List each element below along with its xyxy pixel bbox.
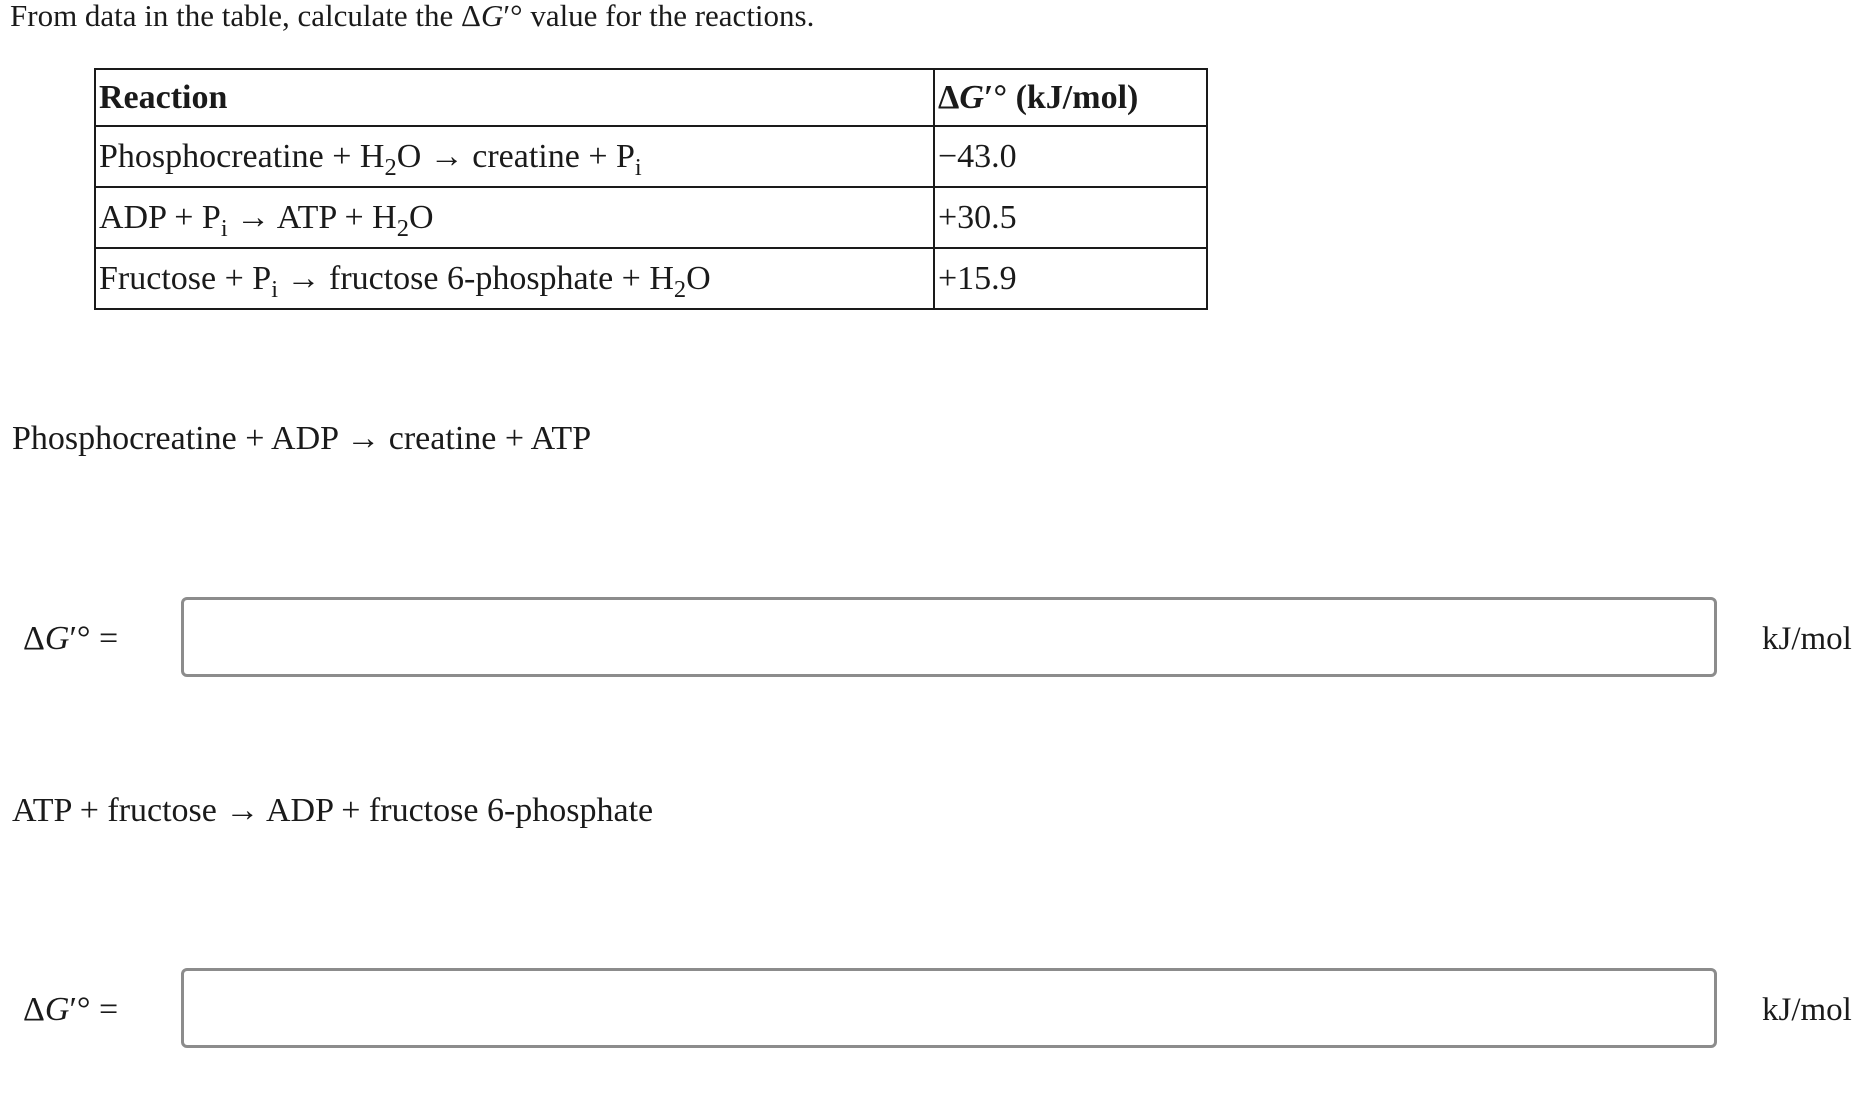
label-delta-symbol: Δ [23, 620, 45, 657]
free-energy-table [94, 68, 1208, 310]
reaction-part: O [686, 259, 711, 297]
delta-g-label [23, 619, 118, 659]
label-delta-symbol: Δ [23, 991, 45, 1028]
instruction-prime-degree: ′° [503, 0, 523, 33]
header-g-symbol: G [959, 78, 984, 116]
instruction-g-symbol: G [480, 0, 504, 33]
reaction-part: → fructose 6-phosphate + H [278, 259, 674, 297]
delta-g-cell: +30.5 [934, 187, 1207, 248]
question-1-reaction: Phosphocreatine + ADP → creatine + ATP [12, 420, 592, 457]
unit-label: kJ/mol [1762, 992, 1852, 1028]
label-g-symbol: G [44, 620, 70, 657]
answer-input-1[interactable] [181, 597, 1717, 677]
reaction-part: O [408, 198, 434, 236]
reaction-part: ADP + P [99, 198, 221, 236]
reaction-cell [95, 248, 934, 309]
table-header-row [95, 69, 1207, 126]
delta-g-label [23, 990, 118, 1030]
header-unit: (kJ/mol) [1007, 78, 1139, 116]
delta-g-cell: +15.9 [934, 248, 1207, 309]
table-row [95, 248, 1207, 309]
header-reaction: Reaction [95, 69, 934, 126]
label-g-symbol: G [44, 991, 70, 1028]
instruction-text [10, 0, 814, 34]
answer-row-2 [0, 968, 1863, 1054]
instruction-delta-symbol: Δ [461, 0, 481, 33]
instruction-text-before: From data in the table, calculate the [10, 0, 462, 33]
reaction-cell [95, 126, 934, 187]
reaction-subscript: i [220, 214, 228, 242]
reaction-part: → ATP + H [227, 198, 397, 236]
label-prime-degree-equals: ′° = [69, 991, 119, 1028]
delta-g-cell: −43.0 [934, 126, 1207, 187]
reaction-part: O → creatine + P [396, 137, 635, 175]
table-row [95, 126, 1207, 187]
label-prime-degree-equals: ′° = [69, 620, 119, 657]
reaction-subscript: 2 [673, 275, 687, 303]
reaction-subscript: 2 [396, 214, 409, 242]
answer-row-1 [0, 597, 1863, 683]
header-delta-g [934, 69, 1207, 126]
header-prime-degree: ′° [983, 78, 1008, 116]
question-2-reaction: ATP + fructose → ADP + fructose 6-phosphate [12, 792, 654, 829]
reaction-part: Phosphocreatine + H [99, 137, 385, 175]
reaction-subscript: 2 [384, 153, 397, 181]
reaction-subscript: i [634, 153, 642, 181]
reaction-part: Fructose + P [99, 259, 272, 297]
instruction-text-after: value for the reactions. [522, 0, 815, 33]
header-delta-symbol: Δ [938, 78, 960, 116]
reaction-cell [95, 187, 934, 248]
reaction-subscript: i [271, 275, 278, 303]
unit-label: kJ/mol [1762, 621, 1852, 657]
answer-input-2[interactable] [181, 968, 1717, 1048]
table-row [95, 187, 1207, 248]
